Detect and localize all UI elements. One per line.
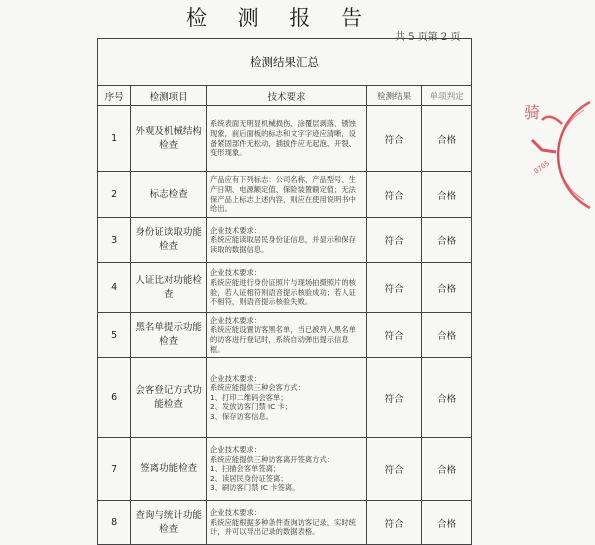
row-item: 标志检查 — [131, 172, 207, 218]
page-info: 共 5 页第 2 页 — [395, 32, 461, 43]
row-item: 签离功能检查 — [131, 438, 207, 501]
row-requirement — [207, 438, 367, 501]
table-row — [98, 438, 472, 501]
row-seq: 7 — [98, 438, 131, 501]
row-seq: 8 — [98, 501, 131, 545]
row-verdict: 合格 — [422, 313, 472, 358]
row-result: 符合 — [367, 358, 422, 438]
requirement-line: 系统应能提供三种会客方式： — [210, 383, 305, 393]
table-row — [98, 218, 472, 263]
report-title: 检 测 报 告 — [185, 6, 375, 30]
header-result: 检测结果 — [367, 86, 422, 106]
requirement-line: 企业技术要求： — [210, 508, 262, 518]
requirement-line: 系统应能设置访客黑名单，当已被列入黑名单的访客进行登记时，系统自动弹出提示信息框。 — [210, 325, 356, 354]
row-result: 符合 — [367, 263, 422, 313]
row-requirement — [207, 263, 367, 313]
row-item: 会客登记方式功能检查 — [131, 358, 207, 438]
requirement-line: 产品应有下列标志：公司名称、产品型号、生产日期、电源额定值、保险装置额定值；无法保产品上标志上述内容，则应在使用说明书中给出。 — [210, 175, 356, 214]
requirement-line: 企业技术要求： — [210, 268, 262, 278]
row-result: 符合 — [367, 313, 422, 358]
header-item: 检测项目 — [131, 86, 207, 106]
stamp-code: 0705 — [532, 159, 551, 176]
requirement-line: 系统表面无明显机械损伤、涂覆层剥落、锈蚀现象，前后面板的标志和文字字迹应清晰，设备紧固部件无松动，插拔件应无起泡、开裂、变形现象。 — [210, 119, 356, 158]
header-seq: 序号 — [98, 86, 131, 106]
row-seq: 1 — [98, 106, 131, 172]
row-seq: 5 — [98, 313, 131, 358]
requirement-line: 系统应能进行身份证照片与现场拍摄照片的核验，若人证相符则语音提示核验成功；若人证不相符，则语音提示核验失败。 — [210, 277, 356, 307]
row-verdict: 合格 — [422, 263, 472, 313]
row-item: 身份证读取功能检查 — [131, 218, 207, 263]
table-row — [98, 106, 472, 172]
requirement-line: 系统应能读取居民身份证信息，并显示和保存读取的数据信息。 — [210, 235, 356, 254]
row-result: 符合 — [367, 438, 422, 501]
table-header-row — [98, 86, 472, 106]
table-caption: 检测结果汇总 — [98, 39, 472, 86]
row-requirement — [207, 106, 367, 172]
row-result: 符合 — [367, 172, 422, 218]
header-verdict: 单项判定 — [422, 86, 472, 106]
requirement-line: 1、扫描会客单签离； — [210, 464, 281, 474]
row-verdict: 合格 — [422, 501, 472, 545]
seal-stamp — [480, 100, 595, 210]
results-summary-table — [97, 38, 472, 545]
row-result: 符合 — [367, 106, 422, 172]
requirement-line: 企业技术要求： — [210, 445, 262, 455]
row-item: 黑名单提示功能检查 — [131, 313, 207, 358]
table-row — [98, 172, 472, 218]
table-caption-row — [98, 39, 472, 86]
row-requirement — [207, 218, 367, 263]
requirement-line: 企业技术要求： — [210, 315, 262, 325]
table-row — [98, 263, 472, 313]
row-result: 符合 — [367, 501, 422, 545]
row-seq: 3 — [98, 218, 131, 263]
row-verdict: 合格 — [422, 106, 472, 172]
row-seq: 4 — [98, 263, 131, 313]
requirement-line: 企业技术要求： — [210, 225, 262, 235]
row-seq: 2 — [98, 172, 131, 218]
row-verdict: 合格 — [422, 358, 472, 438]
requirement-line: 系统应能根据多种条件查询访客记录，实时统计，并可以导出记录的数据表格。 — [210, 517, 356, 537]
requirement-line: 2、发放访客门禁 IC 卡； — [210, 402, 293, 412]
row-verdict: 合格 — [422, 218, 472, 263]
row-requirement — [207, 313, 367, 358]
row-item: 查询与统计功能检查 — [131, 501, 207, 545]
table-row — [98, 358, 472, 438]
requirement-line: 企业技术要求： — [210, 373, 262, 383]
requirement-line: 系统应能提供三种访客离开签离方式： — [210, 454, 335, 464]
requirement-line: 2、读居民身份证签离； — [210, 473, 288, 483]
row-requirement — [207, 501, 367, 545]
row-result: 符合 — [367, 218, 422, 263]
row-verdict: 合格 — [422, 172, 472, 218]
requirement-line: 3、刷访客门禁 IC 卡签离。 — [210, 483, 300, 493]
table-row — [98, 313, 472, 358]
requirement-line: 1、打印二维码会客单； — [210, 392, 288, 402]
requirement-line: 3、保存访客信息。 — [210, 411, 274, 421]
row-requirement — [207, 172, 367, 218]
row-item: 人证比对功能检查 — [131, 263, 207, 313]
row-verdict: 合格 — [422, 438, 472, 501]
header-requirement: 技术要求 — [207, 86, 367, 106]
row-requirement — [207, 358, 367, 438]
row-seq: 6 — [98, 358, 131, 438]
row-item: 外观及机械结构检查 — [131, 106, 207, 172]
table-row — [98, 501, 472, 545]
stamp-char: 骑 — [524, 103, 541, 122]
